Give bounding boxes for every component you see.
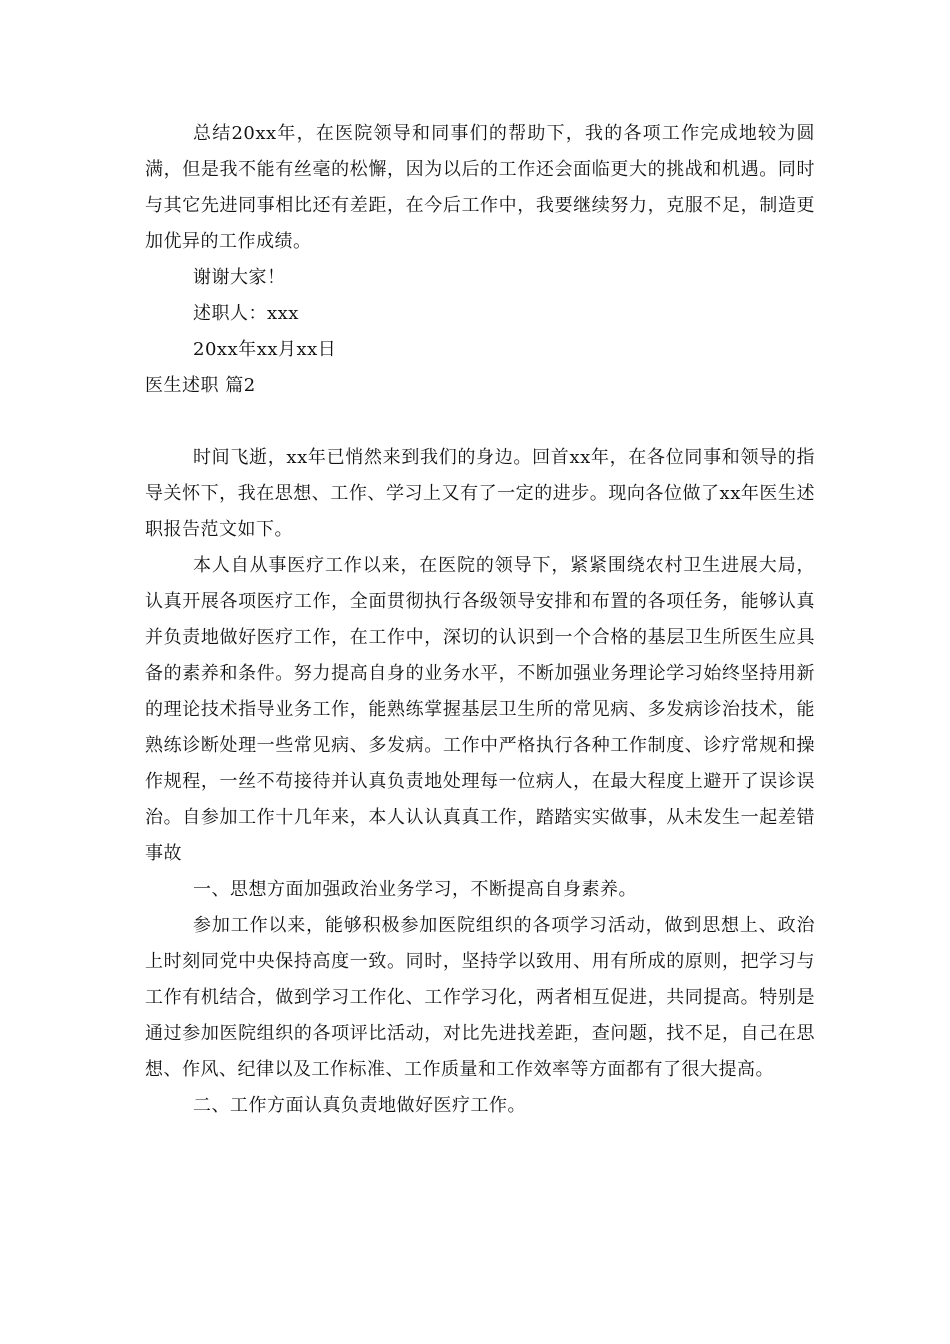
work-overview-paragraph: 本人自从事医疗工作以来，在医院的领导下，紧紧围绕农村卫生进展大局，认真开展各项医疗工作，全面贯彻执行各级领导安排和布置的各项任务，能够认真并负责地做好医疗工作，在工作中，深切的认识到一个合格的基层卫生所医生应具备的素养和条件。努力提高自身的业务水平，不断加强业务理论学习始终坚持用新的理论技术指导业务工作，能熟练掌握基层卫生所的常见病、多发病诊治技术，能熟练诊断处理一些常见病、多发病。工作中严格执行各种工作制度、诊疗常规和操作规程，一丝不苟接待并认真负责地处理每一位病人，在最大程度上避开了误诊误治。自参加工作十几年来，本人认认真真工作，踏踏实实做事，从未发生一起差错事故 [145, 555, 815, 864]
section-title: 医生述职 篇2 [145, 375, 256, 396]
summary-paragraph: 总结20xx年，在医院领导和同事们的帮助下，我的各项工作完成地较为圆满，但是我不能有丝毫的松懈，因为以后的工作还会面临更大的挑战和机遇。同时与其它先进同事相比还有差距，在今后工作中，我要继续努力，克服不足，制造更加优异的工作成绩。 [145, 123, 815, 252]
subheading-ideology: 一、思想方面加强政治业务学习，不断提高自身素养。 [193, 879, 637, 900]
date-line: 20xx年xx月xx日 [193, 339, 337, 360]
document-body [145, 116, 815, 1124]
subheading-work: 二、工作方面认真负责地做好医疗工作。 [193, 1095, 526, 1116]
intro-paragraph: 时间飞逝，xx年已悄然来到我们的身边。回首xx年，在各位同事和领导的指导关怀下，我在思想、工作、学习上又有了一定的进步。现向各位做了xx年医生述职报告范文如下。 [145, 447, 815, 540]
ideology-paragraph: 参加工作以来，能够积极参加医院组织的各项学习活动，做到思想上、政治上时刻同党中央保持高度一致。同时，坚持学以致用、用有所成的原则，把学习与工作有机结合，做到学习工作化、工作学习化，两者相互促进，共同提高。特别是通过参加医院组织的各项评比活动，对比先进找差距，查问题，找不足，自己在思想、作风、纪律以及工作标准、工作质量和工作效率等方面都有了很大提高。 [145, 915, 815, 1080]
thanks-line: 谢谢大家！ [193, 267, 286, 288]
blank-line [145, 404, 815, 440]
signature-line: 述职人：xxx [193, 303, 299, 324]
